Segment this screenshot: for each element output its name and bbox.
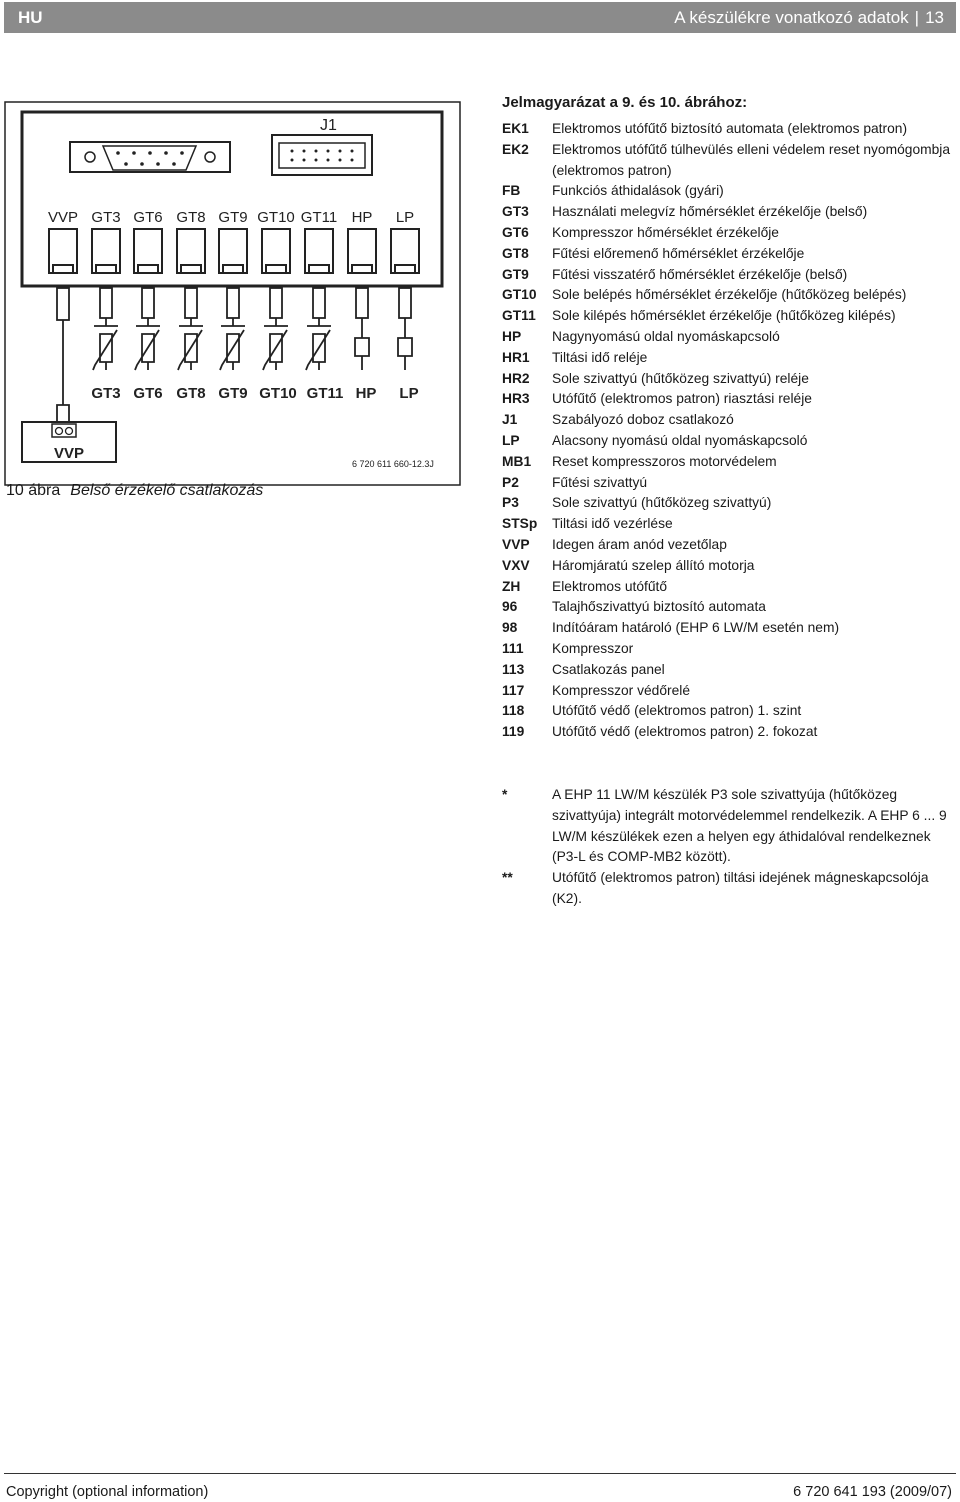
sensor-plugs <box>57 288 411 320</box>
language-code: HU <box>18 8 43 27</box>
sensor-connection-diagram <box>0 100 462 490</box>
legend-key: MB1 <box>502 453 532 469</box>
legend-item <box>502 639 958 660</box>
legend-text: Utófűtő (elektromos patron) riasztási reléje <box>552 391 812 407</box>
legend-item <box>502 618 958 639</box>
legend-key: HP <box>502 328 522 344</box>
legend-text: Tiltási idő vezérlése <box>552 516 673 532</box>
footnote-text: A EHP 11 LW/M készülék P3 sole szivattyúja (hűtőközeg szivattyúja) integrált motorvédelemmel rendelkezik. A EHP 6 ... 9 LW/M készülékek ezen a helyen egy áthidalóval rendelkeznek (P3-L és COMP-MB2 között). <box>552 787 947 865</box>
legend-item <box>502 535 958 556</box>
legend-key: 111 <box>502 640 524 656</box>
vvp-board-label: VVP <box>53 445 85 462</box>
footnote <box>502 785 958 868</box>
legend-text: Elektromos utófűtő <box>552 578 668 594</box>
label-gt11-top: GT11 <box>300 209 338 226</box>
legend-item <box>502 181 958 202</box>
legend-text: Sole belépés hőmérséklet érzékelője (hűtőközeg belépés) <box>552 287 907 303</box>
legend-item <box>502 473 958 494</box>
footnote-marker: ** <box>502 870 513 886</box>
j1-connector <box>272 117 372 175</box>
label-lp-bottom: LP <box>399 385 419 402</box>
diagram-frame <box>5 102 460 485</box>
legend-key: HR1 <box>502 349 530 365</box>
legend-item <box>502 410 958 431</box>
legend-text: Funkciós áthidalások (gyári) <box>552 183 724 199</box>
j1-label: J1 <box>320 117 337 134</box>
legend-key: ZH <box>502 578 521 594</box>
legend-text: Tiltási idő reléje <box>552 349 648 365</box>
label-gt3-bottom: GT3 <box>91 385 121 402</box>
legend-text: Fűtési szivattyú <box>552 474 648 490</box>
label-gt9-bottom: GT9 <box>218 385 248 402</box>
legend-text: Alacsony nyomású oldal nyomáskapcsoló <box>552 432 808 448</box>
legend-item <box>502 514 958 535</box>
footnote <box>502 868 958 910</box>
legend-item <box>502 452 958 473</box>
legend-key: VVP <box>502 536 530 552</box>
legend-item <box>502 327 958 348</box>
legend-text: Kompresszor védőrelé <box>552 682 691 698</box>
legend-text: Indítóáram határoló (EHP 6 LW/M esetén nem) <box>552 620 840 636</box>
legend-item <box>502 285 958 306</box>
legend-key: VXV <box>502 557 530 573</box>
page-title <box>674 8 944 28</box>
legend-key: 98 <box>502 620 518 636</box>
legend-key: LP <box>502 432 520 448</box>
legend-text: Idegen áram anód vezetőlap <box>552 536 727 552</box>
legend-text: Háromjáratú szelep állító motorja <box>552 557 755 573</box>
figure-caption <box>6 482 263 500</box>
label-gt6-bottom: GT6 <box>133 385 163 402</box>
legend-item <box>502 306 958 327</box>
legend-key: GT3 <box>502 204 529 220</box>
legend-key: 113 <box>502 661 525 677</box>
legend-item <box>502 493 958 514</box>
legend-text: Elektromos utófűtő biztosító automata (elektromos patron) <box>552 121 908 136</box>
dsub-connector <box>70 142 230 172</box>
legend-key: FB <box>502 183 521 199</box>
label-gt10-bottom: GT10 <box>259 385 297 402</box>
legend-key: P2 <box>502 474 519 490</box>
footnote-text: Utófűtő (elektromos patron) tiltási idejének mágneskapcsolója (K2). <box>552 870 929 906</box>
legend-item <box>502 556 958 577</box>
legend-text: Utófűtő védő (elektromos patron) 2. fokozat <box>552 724 818 740</box>
legend-key: GT11 <box>502 308 536 324</box>
legend-text: Talajhőszivattyú biztosító automata <box>552 599 766 615</box>
legend-item <box>502 202 958 223</box>
page-header <box>4 2 956 33</box>
legend-text: Elektromos utófűtő túlhevülés elleni védelem reset nyomógombja (elektromos patron) <box>552 141 951 178</box>
legend-text: Kompresszor <box>552 640 634 656</box>
legend-list <box>502 119 958 743</box>
footnote-marker: * <box>502 787 508 802</box>
title-separator: | <box>914 8 920 27</box>
label-vvp-top: VVP <box>47 209 79 226</box>
label-hp-bottom: HP <box>355 385 377 402</box>
control-box <box>22 112 442 286</box>
legend-item <box>502 244 958 265</box>
legend-text: Szabályozó doboz csatlakozó <box>552 412 734 428</box>
legend-item <box>502 348 958 369</box>
legend-item <box>502 431 958 452</box>
figure-number: 10 ábra <box>6 482 61 499</box>
legend-text: Sole szivattyú (hűtőközeg szivattyú) reléje <box>552 370 809 386</box>
legend-key: 117 <box>502 682 525 698</box>
legend-item <box>502 577 958 598</box>
label-gt10-top: GT10 <box>257 209 295 226</box>
legend-text: Használati melegvíz hőmérséklet érzékelője (belső) <box>552 204 868 220</box>
footnotes <box>502 785 958 910</box>
legend-item <box>502 660 958 681</box>
page-number: 13 <box>925 8 944 27</box>
legend-text: Fűtési visszatérő hőmérséklet érzékelője (belső) <box>552 266 848 282</box>
legend-item <box>502 389 958 410</box>
legend-title: Jelmagyarázat a 9. és 10. ábrához: <box>502 94 748 111</box>
legend-text: Reset kompresszoros motorvédelem <box>552 453 777 469</box>
legend-key: HR3 <box>502 391 530 407</box>
legend-key: 118 <box>502 703 525 719</box>
legend-key: J1 <box>502 412 518 428</box>
legend-text: Kompresszor hőmérséklet érzékelője <box>552 224 779 240</box>
footer-divider <box>4 1473 956 1474</box>
figure-caption-text: Belső érzékelő csatlakozás <box>70 482 264 499</box>
legend-item <box>502 722 958 743</box>
legend-item <box>502 681 958 702</box>
legend-key: GT8 <box>502 245 529 261</box>
legend-key: EK1 <box>502 121 529 136</box>
legend-text: Sole kilépés hőmérséklet érzékelője (hűtőközeg kilépés) <box>552 308 896 324</box>
legend-item <box>502 265 958 286</box>
legend-key: 119 <box>502 724 525 740</box>
label-lp-top: LP <box>395 209 415 226</box>
legend-key: GT10 <box>502 287 537 303</box>
legend-key: STSp <box>502 516 538 532</box>
pressure-switches <box>355 318 412 370</box>
legend-key: P3 <box>502 495 519 511</box>
label-gt11-bottom: GT11 <box>306 385 344 402</box>
legend-key: 96 <box>502 599 518 615</box>
legend-key: HR2 <box>502 370 530 386</box>
legend-text: Csatlakozás panel <box>552 661 665 677</box>
legend-item <box>502 140 958 182</box>
legend-key: EK2 <box>502 141 529 157</box>
label-gt3-top: GT3 <box>91 209 121 226</box>
label-gt8-top: GT8 <box>176 209 206 226</box>
footer-copyright: Copyright (optional information) <box>6 1484 209 1500</box>
label-gt9-top: GT9 <box>218 209 248 226</box>
legend-item <box>502 369 958 390</box>
terminal-sockets <box>49 229 419 273</box>
legend-text: Sole szivattyú (hűtőközeg szivattyú) <box>552 495 772 511</box>
section-title: A készülékre vonatkozó adatok <box>674 8 909 27</box>
legend-text: Utófűtő védő (elektromos patron) 1. szint <box>552 703 802 719</box>
legend-item <box>502 597 958 618</box>
legend-item <box>502 119 958 140</box>
footer-doc-number: 6 720 641 193 (2009/07) <box>793 1484 952 1500</box>
legend-item <box>502 223 958 244</box>
label-gt6-top: GT6 <box>133 209 163 226</box>
temperature-sensors <box>93 318 331 370</box>
legend-item <box>502 701 958 722</box>
wiring-figure <box>0 100 462 490</box>
legend-text: Nagynyomású oldal nyomáskapcsoló <box>552 328 780 344</box>
label-hp-top: HP <box>351 209 373 226</box>
legend-text: Fűtési előremenő hőmérséklet érzékelője <box>552 245 805 261</box>
legend-key: GT9 <box>502 266 529 282</box>
figure-code: 6 720 611 660-12.3J <box>352 459 434 469</box>
label-gt8-bottom: GT8 <box>176 385 206 402</box>
legend-key: GT6 <box>502 224 529 240</box>
